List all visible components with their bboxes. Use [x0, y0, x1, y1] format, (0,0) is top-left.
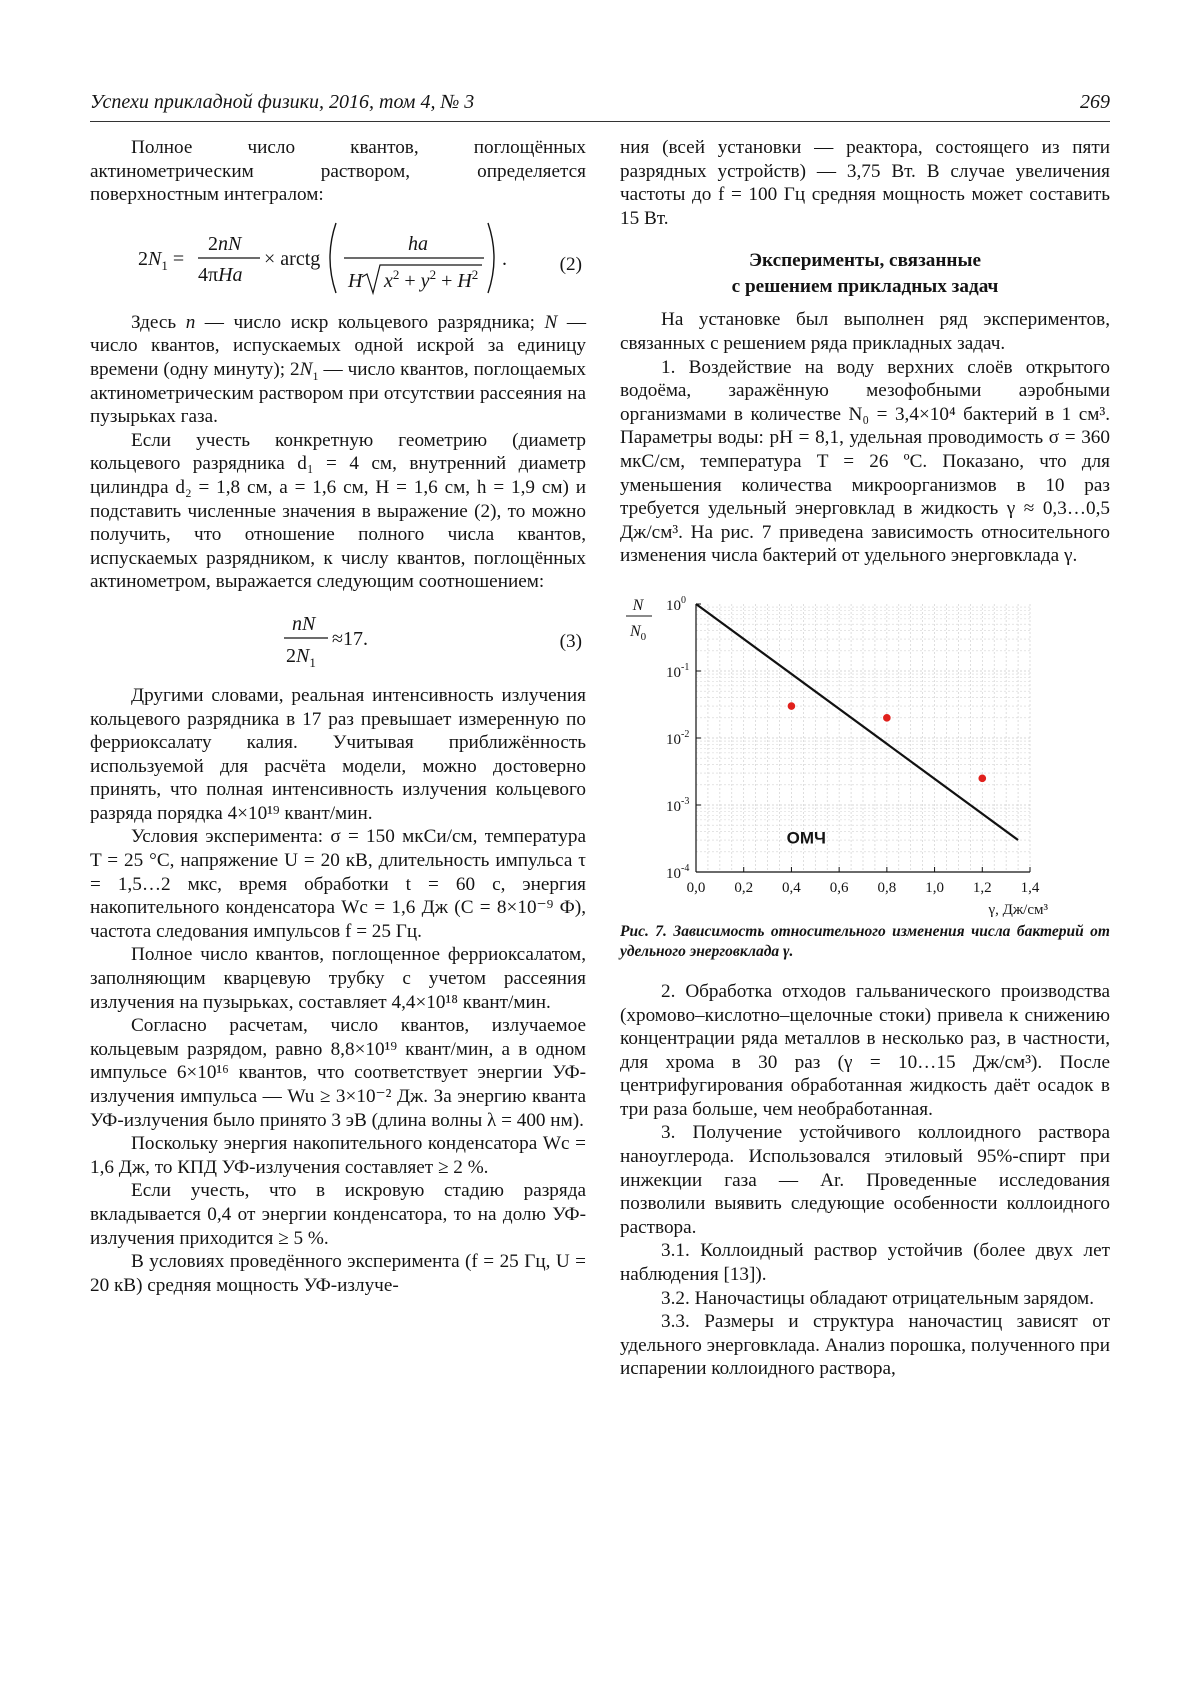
spacer: [620, 568, 1110, 582]
text-span: n: [185, 311, 196, 333]
paragraph: 2. Обработка отходов гальванического производства (хромово–кислотно–щелочные стоки) привела к снижению концентрации ряда металлов в несколько раз, в частности, для хрома в 30 раз (γ = 10…15 Дж/см³). После центрифугирования обработанная жидкость даёт осадок в три раза больше, чем необработанная.: [620, 980, 1110, 1120]
paragraph: 3.3. Размеры и структура наночастиц зависят от удельного энерговклада. Анализ порошка, полученного при испарении коллоидного раствора,: [620, 1311, 1110, 1380]
data-point: [788, 702, 796, 710]
x-axis-label: γ, Дж/см³: [988, 901, 1048, 918]
header-rule: [90, 121, 1110, 122]
section-title-line: с решением прикладных задач: [731, 276, 999, 298]
y-axis-label-denominator: $N_0$: [630, 622, 647, 643]
equation-2: [90, 207, 586, 303]
paragraph: 3.2. Наночастицы обладают отрицательным зарядом.: [661, 1287, 1095, 1309]
text-span: N: [544, 311, 558, 333]
paragraph: На установке был выполнен ряд экспериментов, связанных с решением ряда прикладных задач.: [620, 309, 1110, 354]
text-span: 1: [312, 368, 319, 383]
svg-text:2N1: $2N_1$: [286, 644, 316, 670]
svg-text:ha: ha: [408, 232, 428, 255]
paragraph: Поскольку энергия накопительного конденсатора Wc = 1,6 Дж, то КПД УФ-излучения составляет ≥ 2 %.: [90, 1133, 586, 1178]
svg-text:H: H: [348, 269, 363, 292]
y-tick-label: $10^{-4}$: [666, 862, 690, 882]
paragraph: В условиях проведённого эксперимента (f = 25 Гц, U = 20 кВ) средняя мощность УФ-излуче-: [90, 1251, 586, 1296]
svg-text:nN: nN: [292, 612, 316, 635]
page-number: 269: [1080, 91, 1110, 113]
svg-text:2nN: 2nN: [208, 232, 242, 255]
paragraph: ния (всей установки — реактора, состоящего из пяти разрядных устройств) — 3,75 Вт. В случае увеличения частоты до f = 100 Гц средняя мощность может составить 15 Вт.: [620, 137, 1110, 229]
x-tick-label: 1,0: [925, 879, 944, 896]
paragraph: [90, 311, 586, 429]
running-header: [90, 91, 1110, 121]
paragraph: Полное число квантов, поглощенное ферриоксалатом, заполняющим кварцевую трубку с учетом рассеяния излучения на пузырьках, составляет 4,4×10¹⁸ квант/мин.: [90, 944, 586, 1013]
svg-text:4πHa: 4πHa: [198, 263, 243, 286]
text-span: N: [299, 358, 313, 380]
left-column: [90, 136, 586, 1297]
y-tick-label: $10^{-1}$: [666, 661, 690, 681]
equation-3-graphic: [90, 594, 586, 676]
figure-caption: Рис. 7. Зависимость относительного изменения числа бактерий от удельного энерговклада γ.: [620, 922, 1110, 960]
paragraph: Если учесть, что в искровую стадию разряда вкладывается 0,4 от энергии конденсатора, то на долю УФ-излучения приходится ≥ 5 %.: [90, 1180, 586, 1249]
y-tick-label: $10^{-2}$: [666, 728, 690, 748]
paragraph: Другими словами, реальная интенсивность излучения кольцевого разрядника в 17 раз превышает измеренную по ферриоксалату калия. Учитывая приближённость используемой для расчёта модели, можно достоверно принять, что полная интенсивность излучения кольцевого разряда порядка 4×10¹⁹ квант/мин.: [90, 684, 586, 824]
data-point: [883, 714, 891, 722]
paragraph: Условия эксперимента: σ = 150 мкСи/см, температура T = 25 °C, напряжение U = 20 кВ, длительность импульса τ = 1,5…2 мкс, время обработки t = 60 с, энергия накопительного конденсатора Wc = 1,6 Дж (C = 8×10⁻⁹ Ф), частота следования импульсов f = 25 Гц.: [90, 826, 586, 942]
x-tick-label: 0,8: [877, 879, 897, 896]
svg-text:x2 + y2 + H2: $x^2 + y^2 + H^2$: [384, 266, 479, 292]
text-span: — число квантов, поглощаемых актинометрическим раствором при отсутствии рассеяния на пузырьках газа.: [90, 358, 586, 428]
paragraph: Согласно расчетам, число квантов, излучаемое кольцевым разрядом, равно 8,8×10¹⁹ квант/мин, а в одном импульсе 6×10¹⁶ квантов, что соответствует энергии УФ-излучения импульса — Wu ≥ 3×10⁻² Дж. За энергию кванта УФ-излучения было принято 3 эВ (длина волны λ = 400 нм).: [90, 1015, 586, 1131]
series-line: [696, 604, 1018, 840]
x-tick-label: 0,4: [782, 879, 801, 896]
equation-3: [90, 594, 586, 676]
y-tick-label: $10^{-3}$: [666, 795, 690, 815]
x-tick-label: 1,4: [1020, 879, 1040, 896]
paragraph: 3. Получение устойчивого коллоидного раствора наноуглерода. Использовался этиловый 95%-спирт при инжекции газа — Ar. Проведенные исследования позволили выявить следующие особенности коллоидного раствора.: [620, 1122, 1110, 1238]
y-axis-label-numerator: N: [632, 596, 644, 614]
text-span: Здесь: [131, 311, 186, 333]
x-tick-label: 0,6: [829, 879, 849, 896]
section-title: [620, 248, 1110, 300]
journal-title: Успехи прикладной физики, 2016, том 4, № 3: [90, 91, 475, 113]
spacer: [620, 300, 1110, 308]
section-title-line: Эксперименты, связанные: [749, 250, 981, 272]
svg-text:.: .: [502, 247, 507, 270]
spacer: [620, 230, 1110, 248]
paragraph: 3.1. Коллоидный раствор устойчив (более двух лет наблюдения [13]).: [620, 1240, 1110, 1286]
figure-7: [620, 582, 1110, 922]
chart-annotation: ОМЧ: [786, 828, 827, 848]
svg-text:≈17.: ≈17.: [332, 627, 368, 650]
chart-svg: [620, 582, 1110, 922]
text-span: — число квантов, испускаемых одной искрой за единицу времени (одну минуту); 2: [90, 311, 587, 380]
right-column: [620, 136, 1110, 1381]
spacer: [620, 962, 1110, 980]
svg-text:× arctg: × arctg: [264, 247, 321, 270]
y-tick-label: $10^0$: [666, 594, 686, 614]
equation-number: (2): [559, 253, 582, 275]
x-tick-label: 1,2: [972, 879, 992, 896]
equation-2-graphic: [90, 207, 586, 303]
paragraph: Если учесть конкретную геометрию (диаметр кольцевого разрядника d₁ = 4 см, внутренний диаметр цилиндра d₂ = 1,8 см, a = 1,6 см, H = 1,6 см, h = 1,9 см) и подставить численные значения в выражение (2), то можно получить, что отношение полного числа квантов, испускаемых разрядником, к числу квантов, поглощённых актинометром, выражается следующим соотношением:: [90, 429, 586, 593]
svg-text:2N1 =: $2N_1$ =: [138, 247, 185, 273]
x-tick-label: 0,2: [734, 879, 754, 896]
equation-number: (3): [559, 630, 582, 652]
data-point: [978, 774, 986, 782]
x-tick-label: 0,0: [686, 879, 706, 896]
paragraph: Полное число квантов, поглощённых актинометрическим раствором, определяется поверхностным интегралом:: [90, 137, 586, 206]
paragraph: 1. Воздействие на воду верхних слоёв открытого водоёма, заражённую мезофобными аэробными организмами в количестве N₀ = 3,4×10⁴ бактерий в 1 см³. Параметры воды: pH = 8,1, удельная проводимость σ = 360 мкС/см, температура T = 26 ºC. Показано, что для уменьшения количества микроорганизмов в 10 раз требуется удельный энерговклад в жидкость γ ≈ 0,3…0,5 Дж/см³. На рис. 7 приведена зависимость относительного изменения числа бактерий от удельного энерговклада γ.: [620, 356, 1110, 567]
text-span: — число искр кольцевого разрядника;: [195, 311, 545, 333]
